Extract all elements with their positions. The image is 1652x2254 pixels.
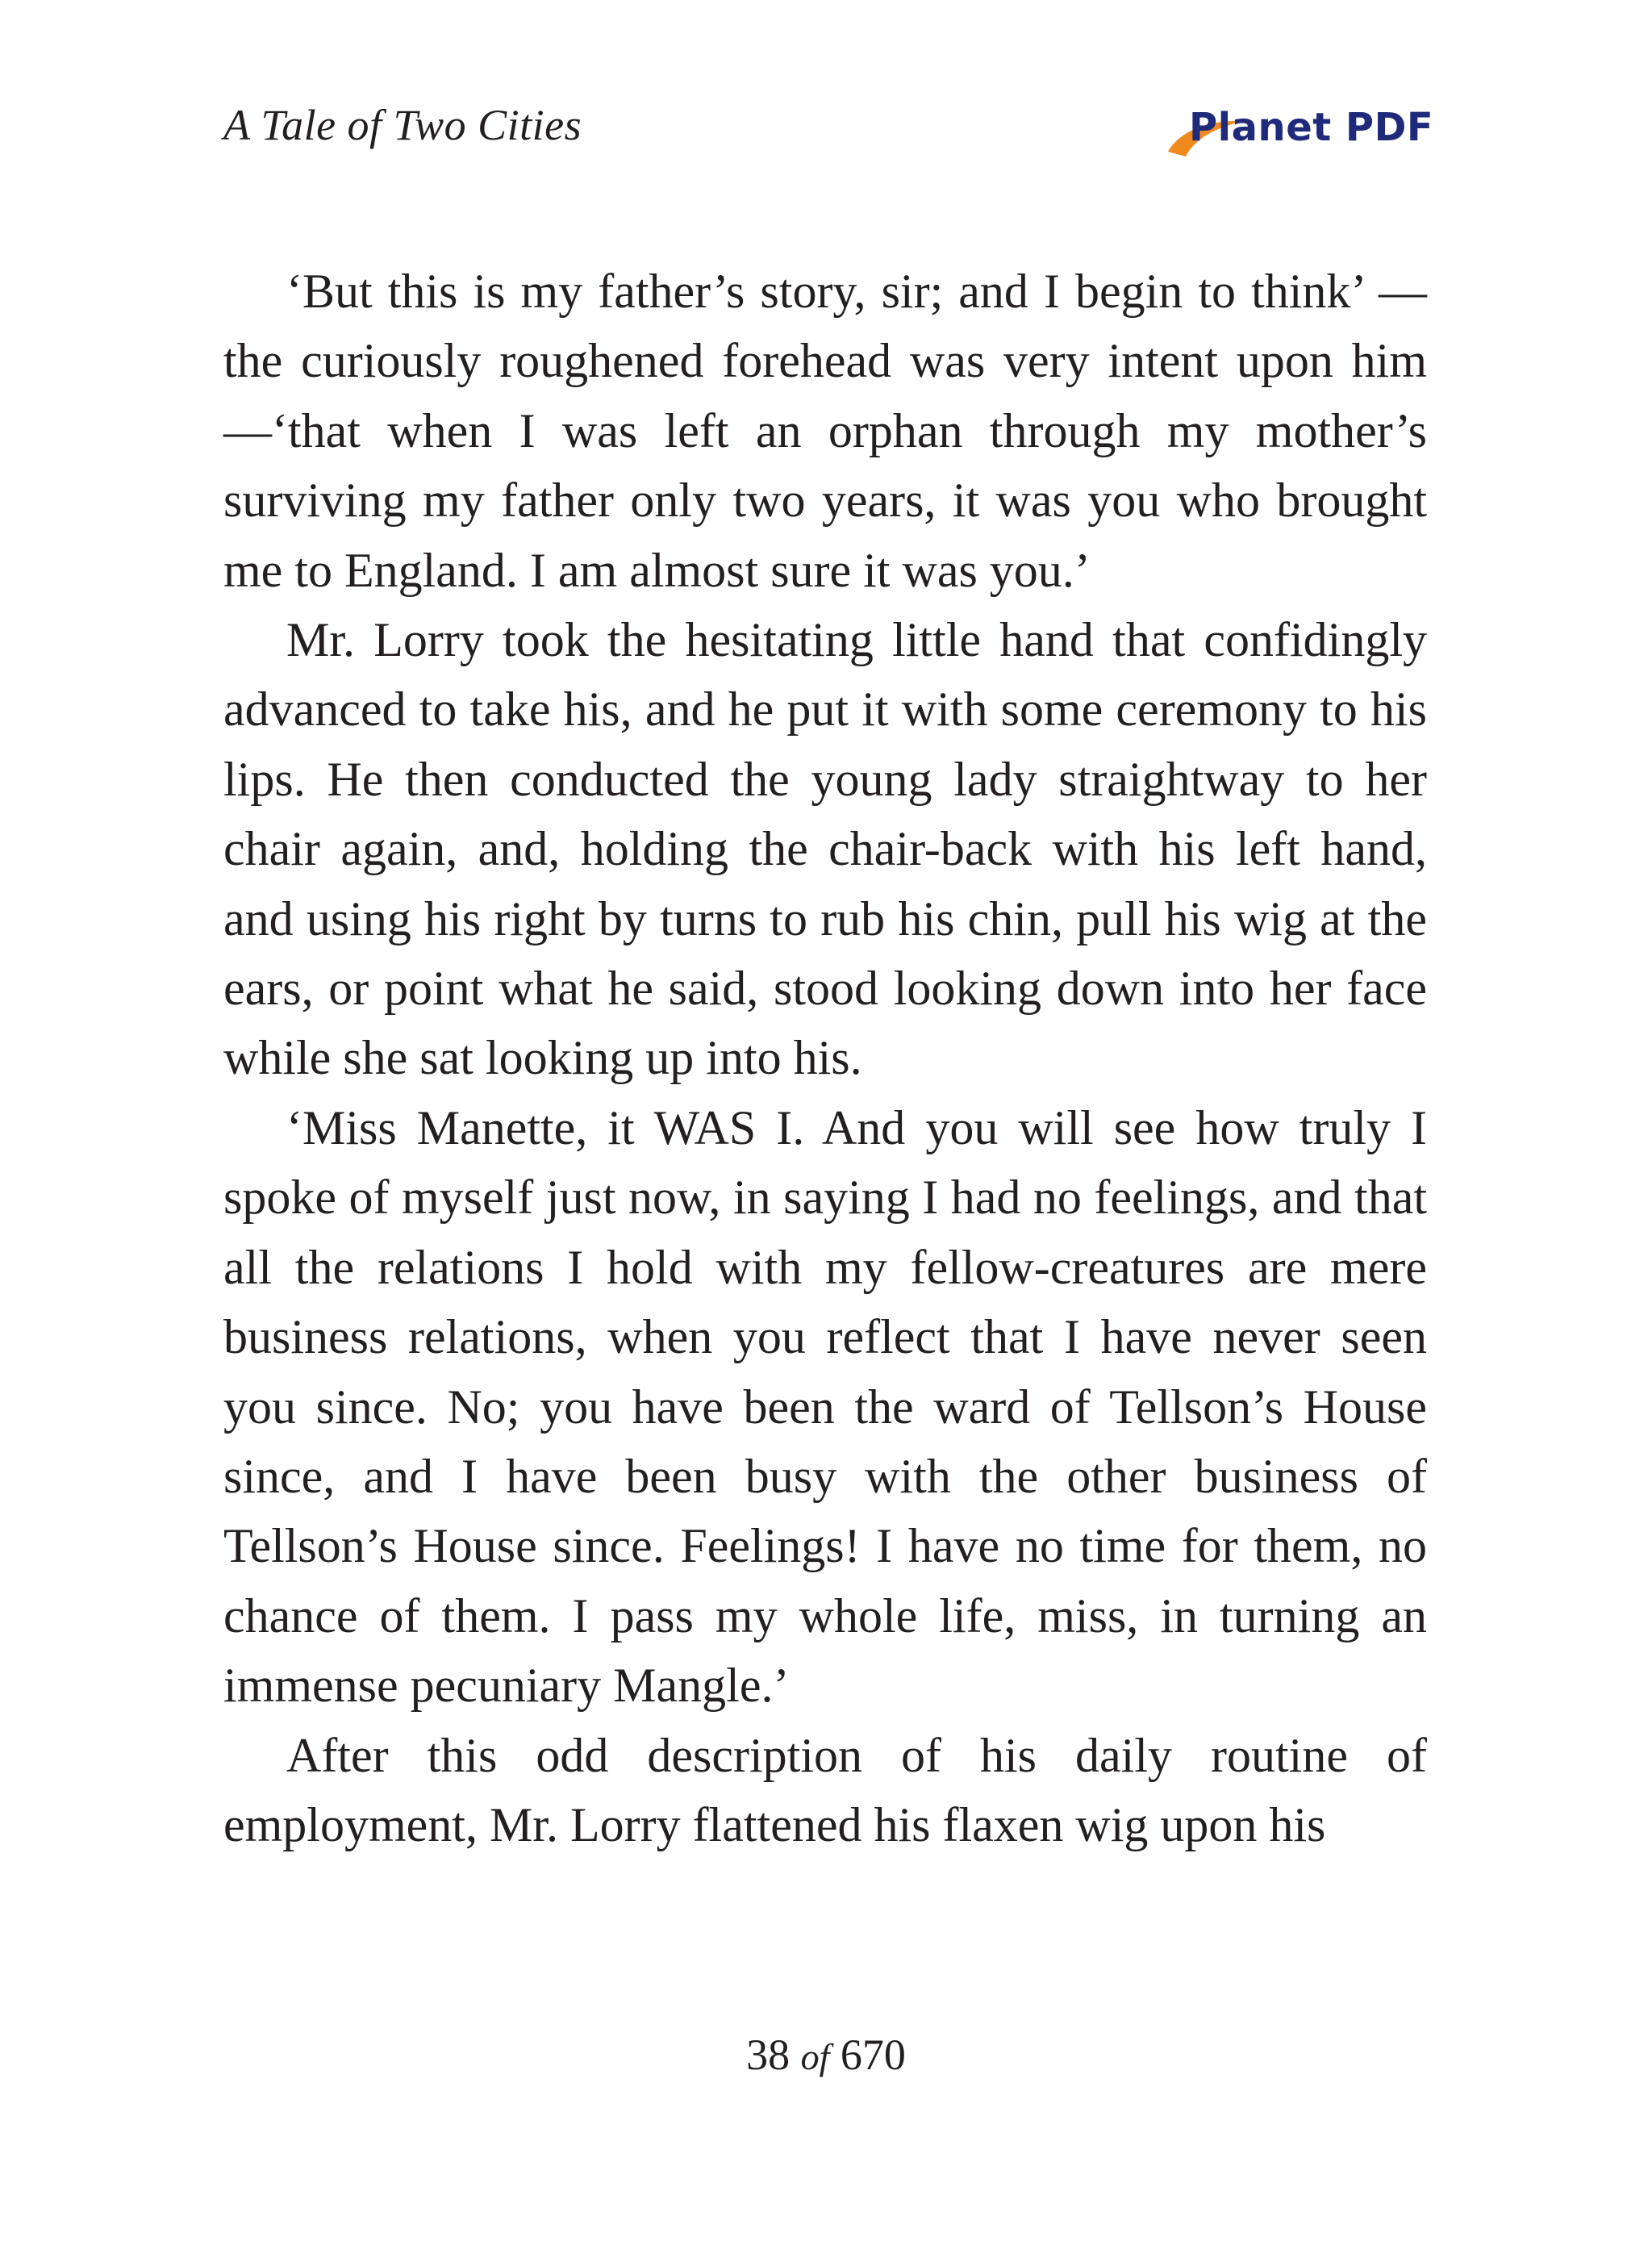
- paragraph: After this odd description of his daily routine of employment, Mr. Lorry flattened his flaxen wig upon his: [223, 1728, 1427, 1851]
- running-title: A Tale of Two Cities: [223, 101, 582, 149]
- logo-text: Planet PDF: [1189, 105, 1434, 150]
- paragraph: Mr. Lorry took the hesitating little hand that confidingly advanced to take his, and he put it with some ceremony to his lips. He then conducted the young lady straightway to her chair again, and, holding the chair-back with his left hand, and using his right by turns to rub his chin, pull his wig at the ears, or point what he said, stood looking down into her face while she sat looking up into his.: [223, 613, 1427, 1085]
- total-pages: 670: [840, 2031, 906, 2079]
- page-number: [0, 2033, 1652, 2077]
- paragraph: ‘Miss Manette, it WAS I. And you will see how truly I spoke of myself just now, in saying I had no feelings, and that all the relations I hold with my fellow-creatures are mere business relations, when you reflect that I have never seen you since. No; you have been the ward of Tellson’s House since, and I have been busy with the other business of Tellson’s House since. Feelings! I have no time for them, no chance of them. I pass my whole life, miss, in turning an immense pecuniary Mangle.’: [223, 1100, 1427, 1713]
- page-of-label: of: [800, 2036, 830, 2077]
- current-page: 38: [746, 2031, 791, 2079]
- book-text: [223, 257, 1427, 1860]
- paragraph: ‘But this is my father’s story, sir; and I begin to think’ —the curiously roughened forehead was very intent upon him—‘that when I was left an orphan through my mother’s surviving my father only two years, it was you who brought me to England. I am almost sure it was you.’: [223, 265, 1427, 597]
- planet-pdf-logo: [1162, 95, 1434, 168]
